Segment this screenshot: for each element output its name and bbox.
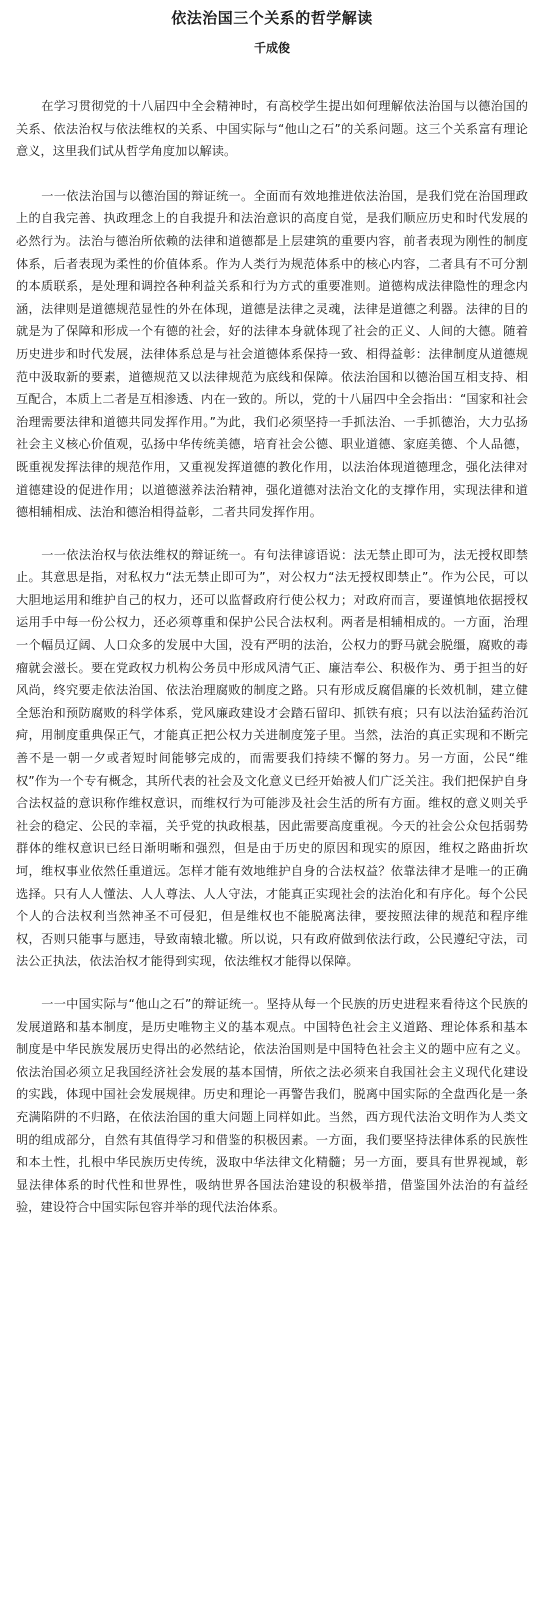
article-body bbox=[16, 95, 528, 1219]
paragraph-text: 一一依法治权与依法维权的辩证统一。有句法律谚语说：法无禁止即可为，法无授权即禁止。其意思是指，对私权力“法无禁止即可为”，对公权力“法无授权即禁止”。作为公民，可以大胆地运用和维护自己的权力，还可以监督政府行使公权力；对政府而言，要谨慎地依据授权运用手中每一份公权力，还必须尊重和保护公民合法权利。两者是相辅相成的。一方面，治理一个幅员辽阔、人口众多的发展中大国，没有严明的法治，公权力的野马就会脱缰，腐败的毒瘤就会滋长。要在党政权力机构公务员中形成风清气正、廉洁奉公、积极作为、勇于担当的好风尚，终究要走依法治国、依法治理腐败的制度之路。只有形成反腐倡廉的长效机制，建立健全惩治和预防腐败的科学体系，党风廉政建设才会踏石留印、抓铁有痕；只有以法治猛药治沉疴，用制度重典保正气，才能真正把公权力关进制度笼子里。当然，法治的真正实现和不断完善不是一朝一夕或者短时间能够完成的，而需要我们持续不懈的努力。另一方面，公民“维权”作为一个专有概念，其所代表的社会及文化意义已经开始被人们广泛关注。我们把保护自身合法权益的意识称作维权意识，而维权行为可能涉及社会生活的所有方面。维权的意义则关乎社会的稳定、公民的幸福，关乎党的执政根基，因此需要高度重视。今天的社会公众包括弱势群体的维权意识已经日渐明晰和强烈，但是由于历史的原因和现实的原因，维权之路曲折坎坷，维权事业依然任重道远。怎样才能有效地维护自身的合法权益？依靠法律才是唯一的正确选择。只有人人懂法、人人尊法、人人守法，才能真正实现社会的法治化和有序化。每个公民个人的合法权利当然神圣不可侵犯，但是维权也不能脱离法律，要按照法律的规范和程序维权，否则只能事与愿违，导致南辕北辙。所以说，只有政府做到依法行政，公民遵纪守法，司法公正执法，依法治权才能得到实现，依法维权才能得以保障。 bbox=[16, 547, 528, 969]
paragraph-power-and-rights bbox=[16, 544, 528, 973]
article-title: 依法治国三个关系的哲学解读 bbox=[171, 9, 373, 27]
paragraph-text: 一一依法治国与以德治国的辩证统一。全面而有效地推进依法治国，是我们党在治国理政上的自我完善、执政理念上的自我提升和法治意识的高度自觉，是我们顺应历史和时代发展的必然行为。法治与德治所依赖的法律和道德都是上层建筑的重要内容，前者表现为刚性的制度体系，后者表现为柔性的价值体系。作为人类行为规范体系中的核心内容，二者具有不可分割的本质联系，是处理和调控各种利益关系和行为方式的重要准则。道德构成法律隐性的理念内涵，法律则是道德规范显性的外在体现，道德是法律之灵魂，法律是道德之利器。法律的目的就是为了保障和形成一个有德的社会，好的法律本身就体现了社会的正义、人间的大德。随着历史进步和时代发展，法律体系总是与社会道德体系保持一致、相得益彰：法律制度从道德规范中汲取新的要素，道德规范又以法律规范为底线和保障。依法治国和以德治国互相支持、相互配合，本质上二者是互相渗透、内在一致的。所以，党的十八届四中全会指出：“国家和社会治理需要法律和道德共同发挥作用。”为此，我们必须坚持一手抓法治、一手抓德治，大力弘扬社会主义核心价值观，弘扬中华传统美德，培育社会公德、职业道德、家庭美德、个人品德，既重视发挥法律的规范作用，又重视发挥道德的教化作用，以法治体现道德理念，强化法律对道德建设的促进作用；以道德滋养法治精神，强化道德对法治文化的支撑作用，实现法律和道德相辅相成、法治和德治相得益彰，二者共同发挥作用。 bbox=[16, 188, 528, 520]
paragraph-text: 在学习贯彻党的十八届四中全会精神时，有高校学生提出如何理解依法治国与以德治国的关系、依法治权与依法维权的关系、中国实际与“他山之石”的关系问题。这三个关系富有理论意义，这里我们试从哲学角度加以解读。 bbox=[16, 99, 528, 159]
article-author: 千成俊 bbox=[253, 41, 290, 55]
paragraph-rule-and-virtue bbox=[16, 185, 528, 524]
paragraph-intro bbox=[16, 95, 528, 163]
paragraph-text: 一一中国实际与“他山之石”的辩证统一。坚持从每一个民族的历史进程来看待这个民族的发展道路和基本制度，是历史唯物主义的基本观点。中国特色社会主义道路、理论体系和基本制度是中华民族发展历史得出的必然结论，依法治国则是中国特色社会主义的题中应有之义。依法治国必须立足我国经济社会发展的基本国情，所依之法必须来自我国社会主义现代化建设的实践，体现中国社会发展规律。历史和理论一再警告我们，脱离中国实际的全盘西化是一条充满陷阱的不归路，在依法治国的重大问题上同样如此。当然，西方现代法治文明作为人类文明的组成部分，自然有其值得学习和借鉴的积极因素。一方面，我们要坚持法律体系的民族性和本土性，扎根中华民族历史传统，汲取中华法律文化精髓；另一方面，要具有世界视域，彰显法律体系的时代性和世界性，吸纳世界各国法治建设的积极举措，借鉴国外法治的有益经验，建设符合中国实际包容并举的现代法治体系。 bbox=[16, 996, 528, 1215]
paragraph-china-and-foreign bbox=[16, 993, 528, 1219]
